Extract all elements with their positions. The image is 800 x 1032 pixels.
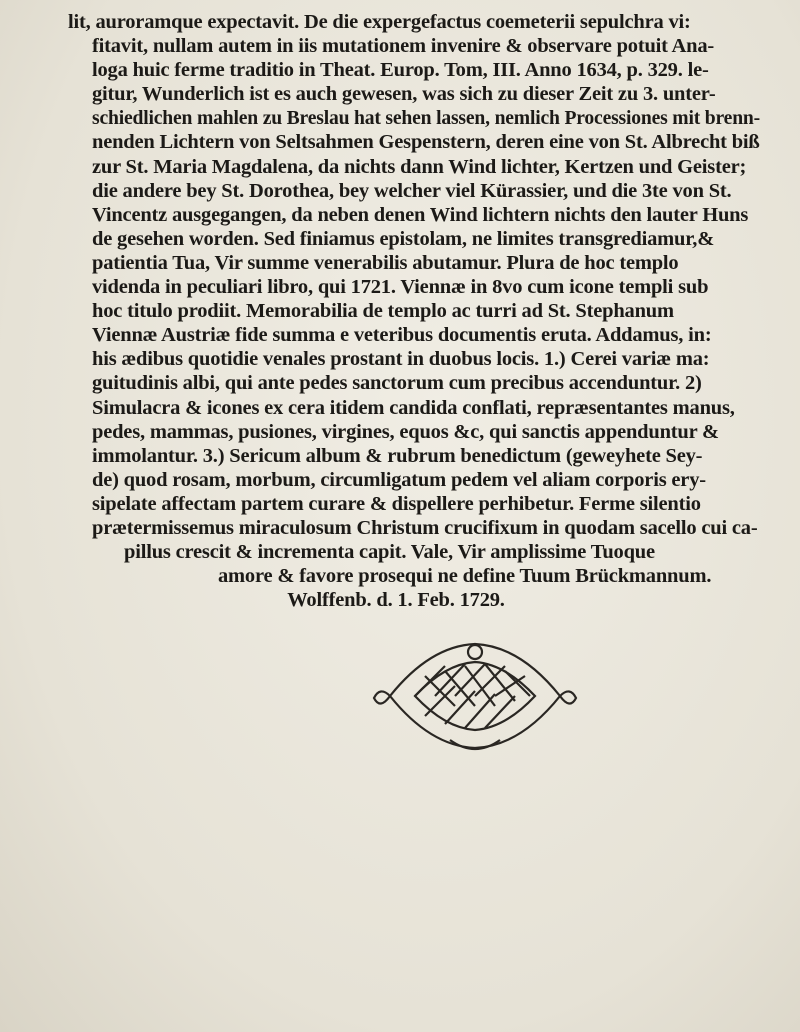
- text-line-5: schiedlichen mahlen zu Breslau hat sehen lassen, nemlich Processiones mit brenn-: [92, 107, 760, 130]
- text-line-16: guitudinis albi, qui ante pedes sanctorum cum precibus accenduntur. 2): [92, 372, 702, 395]
- text-line-13: hoc titulo prodiit. Memorabilia de templo ac turri ad St. Stephanum: [92, 300, 674, 323]
- text-line-18: pedes, mammas, pusiones, virgines, equos &c, qui sanctis appenduntur &: [92, 420, 719, 443]
- text-line-12: videnda in peculiari libro, qui 1721. Viennæ in 8vo cum icone templi sub: [92, 276, 709, 299]
- text-line-11: patientia Tua, Vir summe venerabilis abutamur. Plura de hoc templo: [92, 251, 679, 274]
- signature-line: Wolffenb. d. 1. Feb. 1729.: [287, 589, 505, 612]
- text-line-1: lit, auroramque expectavit. De die expergefactus coemeterii sepulchra vi:: [68, 11, 691, 33]
- text-line-22: prætermissemus miraculosum Christum crucifixum in quodam sacello cui ca-: [92, 516, 758, 539]
- text-line-7: zur St. Maria Magdalena, da nichts dann Wind lichter, Kertzen und Geister;: [92, 155, 747, 178]
- text-line-17: Simulacra & icones ex cera itidem candida conflati, repræsentantes manus,: [92, 396, 735, 419]
- vignette-top-knot: [468, 645, 482, 659]
- text-line-10: de gesehen worden. Sed finiamus epistolam, ne limites transgrediamur,&: [92, 227, 715, 250]
- text-line-19: immolantur. 3.) Sericum album & rubrum benedictum (geweyhete Sey-: [92, 444, 703, 467]
- text-line-9: Vincentz ausgegangen, da neben denen Wind lichtern nichts den lauter Huns: [92, 203, 749, 226]
- text-line-21: sipelate affectam partem curare & dispellere perhibetur. Ferme silentio: [92, 492, 701, 515]
- text-line-8: die andere bey St. Dorothea, bey welcher viel Kürassier, und die 3te von St.: [92, 179, 732, 202]
- letter-text: [68, 10, 764, 612]
- text-line-23: pillus crescit & incrementa capit. Vale, Vir amplissime Tuoque: [124, 541, 655, 564]
- text-line-24: amore & favore prosequi ne define Tuum Brückmannum.: [218, 565, 712, 588]
- text-line-4: gitur, Wunderlich ist es auch gewesen, was sich zu dieser Zeit zu 3. unter-: [92, 83, 716, 106]
- text-line-6: nenden Lichtern von Seltsahmen Gespenstern, deren eine von St. Albrecht biß: [92, 131, 760, 154]
- text-line-3: loga huic ferme traditio in Theat. Europ. Tom, III. Anno 1634, p. 329. le-: [92, 59, 709, 82]
- text-line-14: Viennæ Austriæ fide summa e veteribus documentis eruta. Addamus, in:: [92, 324, 712, 347]
- vignette-lattice-a: [415, 664, 525, 696]
- bleed-through-shadow: [40, 700, 760, 1000]
- text-line-20: de) quod rosam, morbum, circumligatum pedem vel aliam corporis ery-: [92, 468, 706, 491]
- text-line-2: fitavit, nullam autem in iis mutationem invenire & observare potuit Ana-: [92, 35, 715, 58]
- text-line-15: his ædibus quotidie venales prostant in duobus locis. 1.) Cerei variæ ma:: [92, 348, 710, 371]
